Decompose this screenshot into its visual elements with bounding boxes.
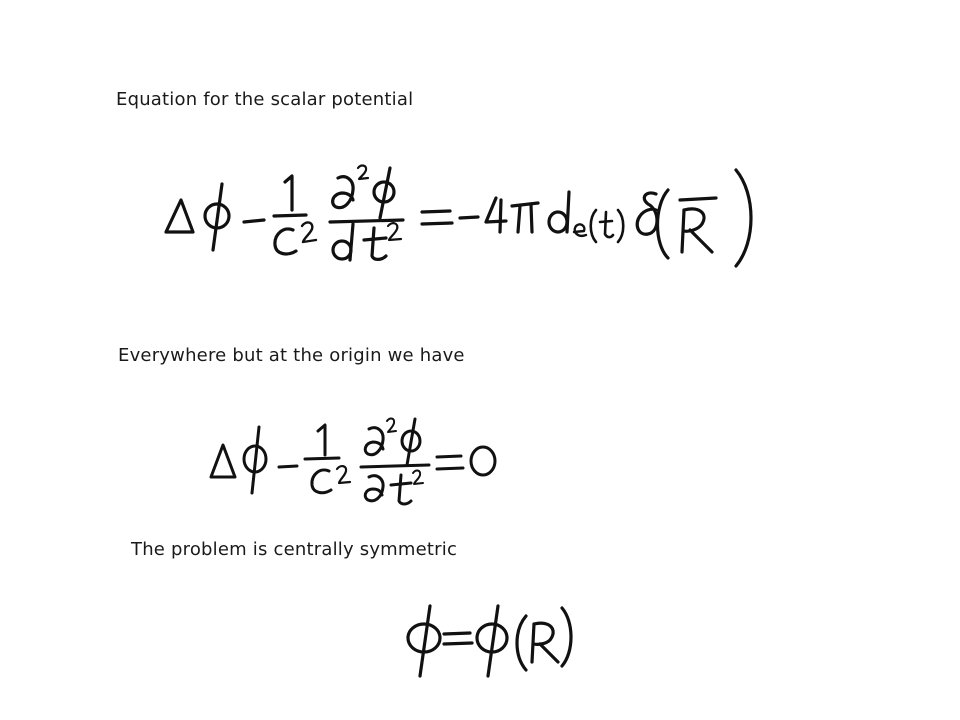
equation-scalar-potential <box>160 160 780 280</box>
caption-centrally-symmetric: The problem is centrally symmetric <box>131 539 458 560</box>
equation-central-symmetry <box>400 600 590 680</box>
caption-scalar-potential: Equation for the scalar potential <box>116 89 414 110</box>
equation-homogeneous <box>205 415 505 515</box>
caption-everywhere-but-origin: Everywhere but at the origin we have <box>118 345 465 366</box>
